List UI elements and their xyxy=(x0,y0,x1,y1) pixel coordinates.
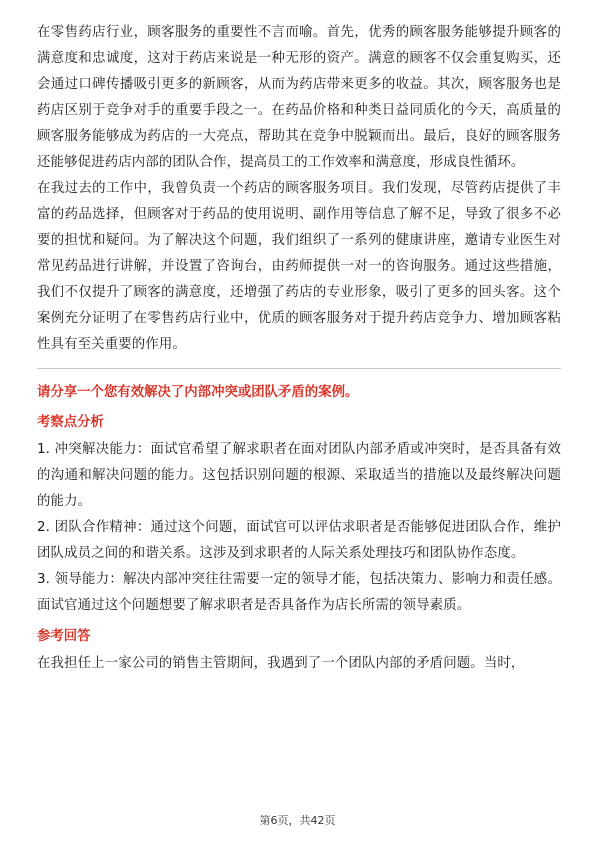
analysis-point-3: 3. 领导能力：解决内部冲突往往需要一定的领导才能，包括决策力、影响力和责任感。面试官通过这个问题想要了解求职者是否具备作为店长所需的领导素质。 xyxy=(37,572,561,613)
document-body xyxy=(37,20,561,677)
analysis-title: 考察点分析 xyxy=(37,415,104,430)
interview-question: 请分享一个您有效解决了内部冲突或团队矛盾的案例。 xyxy=(37,385,359,400)
analysis-point-1: 1. 冲突解决能力：面试官希望了解求职者在面对团队内部矛盾或冲突时，是否具备有效的沟通和解决问题的能力。这包括识别问题的根源、采取适当的措施以及最终解决问题的能力。 xyxy=(37,442,561,509)
answer-paragraph: 在我担任上一家公司的销售主管期间，我遇到了一个团队内部的矛盾问题。当时， xyxy=(37,656,525,671)
analysis-point-2: 2. 团队合作精神：通过这个问题，面试官可以评估求职者是否能够促进团队合作，维护团队成员之间的和谐关系。这涉及到求职者的人际关系处理技巧和团队协作态度。 xyxy=(37,520,561,561)
answer-title: 参考回答 xyxy=(37,629,91,644)
intro-paragraph-1: 在零售药店行业，顾客服务的重要性不言而喻。首先，优秀的顾客服务能够提升顾客的满意度和忠诚度，这对于药店来说是一种无形的资产。满意的顾客不仅会重复购买，还会通过口碑传播吸引更多的新顾客，从而为药店带来更多的收益。其次，顾客服务也是药店区别于竞争对手的重要手段之一。在药品价格和种类日益同质化的今天，高质量的顾客服务能够成为药店的一大亮点，帮助其在竞争中脱颖而出。最后，良好的顾客服务还能够促进药店内部的团队合作，提高员工的工作效率和满意度，形成良性循环。 xyxy=(37,25,561,170)
page-number: 第6页，共42页 xyxy=(259,814,336,827)
section-divider xyxy=(37,368,561,369)
spacer xyxy=(37,619,561,623)
intro-paragraph-2: 在我过去的工作中，我曾负责一个药店的顾客服务项目。我们发现，尽管药店提供了丰富的药品选择，但顾客对于药品的使用说明、副作用等信息了解不足，导致了很多不必要的担忧和疑问。为了解决这个问题，我们组织了一系列的健康讲座，邀请专业医生对常见药品进行讲解，并设置了咨询台，由药师提供一对一的咨询服务。通过这些措施，我们不仅提升了顾客的满意度，还增强了药店的专业形象，吸引了更多的回头客。这个案例充分证明了在零售药店行业中，优质的顾客服务对于提升药店竞争力、增加顾客粘性具有至关重要的作用。 xyxy=(37,181,561,352)
